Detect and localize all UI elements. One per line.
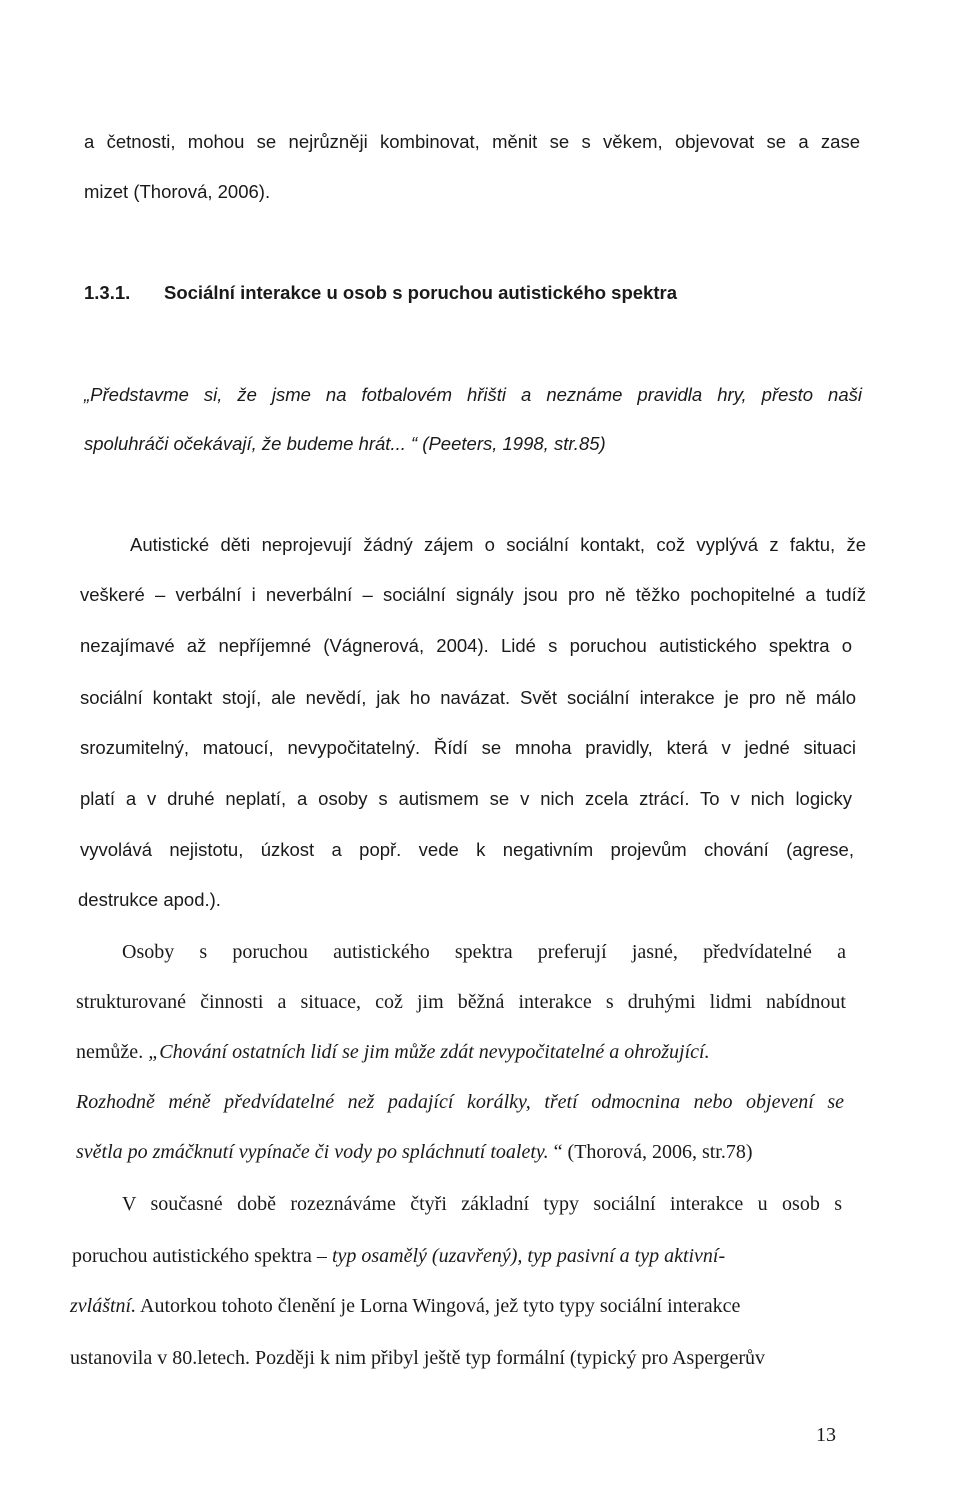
italic-run: zvláštní. [70, 1295, 137, 1317]
quote-line: „Představme si, že jsme na fotbalovém hřišti a neznáme pravidla hry, přesto naši [84, 384, 862, 405]
citation-run: “ (Thorová, 2006, str.78) [548, 1141, 753, 1163]
paragraph-line: V současné době rozeznáváme čtyři základní typy sociální interakce u osob s [122, 1193, 842, 1215]
quote-line: spoluhráči očekávají, že budeme hrát... “ (Peeters, 1998, str.85) [84, 433, 606, 454]
paragraph-line: srozumitelný, matoucí, nevypočitatelný. Řídí se mnoha pravidly, která v jedné situaci [80, 737, 856, 758]
text-line: mizet (Thorová, 2006). [84, 181, 271, 202]
paragraph-line: vyvolává nejistotu, úzkost a popř. vede k negativním projevům chování (agrese, [80, 839, 854, 860]
quote-run: „Chování ostatních lidí se jim může zdát nevypočitatelné a ohrožující. [148, 1041, 710, 1063]
section-title: Sociální interakce u osob s poruchou autistického spektra [164, 282, 677, 303]
paragraph-line: sociální kontakt stojí, ale nevědí, jak ho navázat. Svět sociální interakce je pro ně málo [80, 687, 856, 708]
paragraph-line: veškeré – verbální i neverbální – sociální signály jsou pro ně těžko pochopitelné a tudíž [80, 584, 866, 605]
paragraph-line [70, 1294, 740, 1318]
section-number: 1.3.1. [84, 282, 131, 303]
paragraph-line: strukturované činnosti a situace, což jim běžná interakce s druhými lidmi nabídnout [76, 991, 846, 1013]
italic-run: typ osamělý (uzavřený), typ pasivní a typ aktivní- [331, 1245, 726, 1267]
quote-run: světla po zmáčknutí vypínače či vody po spláchnutí toalety. [76, 1141, 549, 1163]
section-heading [84, 282, 677, 304]
paragraph-line [72, 1244, 725, 1268]
paragraph-line: nezajímavé až nepříjemné (Vágnerová, 2004). Lidé s poruchou autistického spektra o [80, 635, 852, 656]
quote-line: Rozhodně méně předvídatelné než padající korálky, třetí odmocnina nebo objevení se [76, 1091, 844, 1113]
paragraph-line: Osoby s poruchou autistického spektra preferují jasné, předvídatelné a [122, 941, 846, 963]
paragraph-line: Autistické děti neprojevují žádný zájem o sociální kontakt, což vyplývá z faktu, že [130, 534, 866, 555]
paragraph-line [76, 1140, 753, 1164]
page-number: 13 [816, 1424, 836, 1446]
text-run: Autorkou tohoto členění je Lorna Wingová, jež tyto typy sociální interakce [136, 1295, 741, 1317]
paragraph-line: ustanovila v 80.letech. Později k nim přibyl ještě typ formální (typický pro Aspergerův [70, 1347, 766, 1369]
paragraph-line: destrukce apod.). [78, 889, 221, 910]
paragraph-line [76, 1040, 848, 1064]
paragraph-line: platí a v druhé neplatí, a osoby s autismem se v nich zcela ztrácí. To v nich logicky [80, 788, 852, 809]
text-line: a četnosti, mohou se nejrůzněji kombinovat, měnit se s věkem, objevovat se a zase [84, 131, 860, 152]
text-run: poruchou autistického spektra – [72, 1245, 332, 1267]
text-run: nemůže. [76, 1041, 149, 1063]
